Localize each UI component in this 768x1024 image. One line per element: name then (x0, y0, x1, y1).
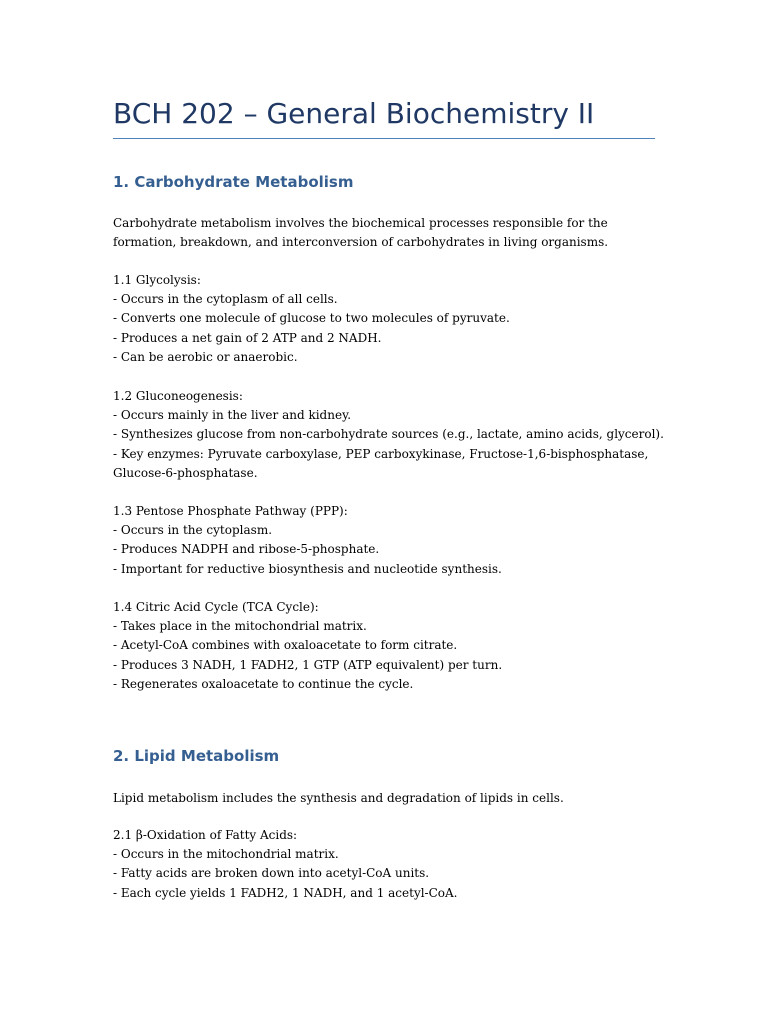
subsection-glycolysis (113, 271, 658, 367)
subsection-title: 1.3 Pentose Phosphate Pathway (PPP): (113, 504, 348, 518)
bullet-line: - Produces a net gain of 2 ATP and 2 NADH. (113, 330, 382, 345)
section-intro-lipid (113, 789, 658, 808)
bullet-line: - Occurs mainly in the liver and kidney. (113, 408, 352, 423)
subsection-gluconeogenesis (113, 387, 664, 483)
paragraph-line: Lipid metabolism includes the synthesis and degradation of lipids in cells. (113, 791, 564, 805)
bullet-line: - Can be aerobic or anaerobic. (113, 349, 298, 364)
subsection-citric-acid-cycle (113, 598, 658, 694)
bullet-line: - Regenerates oxaloacetate to continue the cycle. (113, 676, 414, 691)
document-title: BCH 202 – General Biochemistry II (113, 97, 595, 130)
bullet-line: - Acetyl-CoA combines with oxaloacetate to form citrate. (113, 638, 458, 653)
bullet-line: Glucose-6-phosphatase. (113, 465, 258, 480)
bullet-line: - Produces 3 NADH, 1 FADH2, 1 GTP (ATP equivalent) per turn. (113, 657, 503, 672)
bullet-line: - Key enzymes: Pyruvate carboxylase, PEP carboxykinase, Fructose-1,6-bisphosphatase, (113, 446, 649, 461)
bullet-line: - Each cycle yields 1 FADH2, 1 NADH, and 1 acetyl-CoA. (113, 885, 458, 900)
subsection-title: 1.4 Citric Acid Cycle (TCA Cycle): (113, 600, 319, 614)
bullet-line: - Takes place in the mitochondrial matrix. (113, 619, 367, 634)
subsection-title: 1.1 Glycolysis: (113, 273, 201, 287)
subsection-title: 1.2 Gluconeogenesis: (113, 389, 243, 403)
bullet-line: - Fatty acids are broken down into acetyl-CoA units. (113, 866, 430, 881)
bullet-line: - Produces NADPH and ribose-5-phosphate. (113, 542, 380, 557)
section-heading-lipid-metabolism: 2. Lipid Metabolism (113, 747, 280, 765)
bullet-line: - Occurs in the mitochondrial matrix. (113, 847, 339, 862)
subsection-beta-oxidation (113, 826, 658, 903)
bullet-line: - Occurs in the cytoplasm of all cells. (113, 292, 338, 307)
section-intro-carbohydrate (113, 214, 658, 252)
bullet-line: - Important for reductive biosynthesis and nucleotide synthesis. (113, 561, 502, 576)
section-heading-carbohydrate-metabolism: 1. Carbohydrate Metabolism (113, 173, 354, 191)
subsection-title: 2.1 β-Oxidation of Fatty Acids: (113, 828, 298, 842)
bullet-line: - Occurs in the cytoplasm. (113, 523, 273, 538)
title-underline (113, 138, 655, 139)
bullet-line: - Converts one molecule of glucose to two molecules of pyruvate. (113, 311, 510, 326)
paragraph-line: formation, breakdown, and interconversion of carbohydrates in living organisms. (113, 235, 609, 250)
bullet-line: - Synthesizes glucose from non-carbohydrate sources (e.g., lactate, amino acids, glycerol). (113, 427, 664, 442)
paragraph-line: Carbohydrate metabolism involves the biochemical processes responsible for the (113, 216, 608, 230)
subsection-pentose-phosphate-pathway (113, 502, 658, 579)
